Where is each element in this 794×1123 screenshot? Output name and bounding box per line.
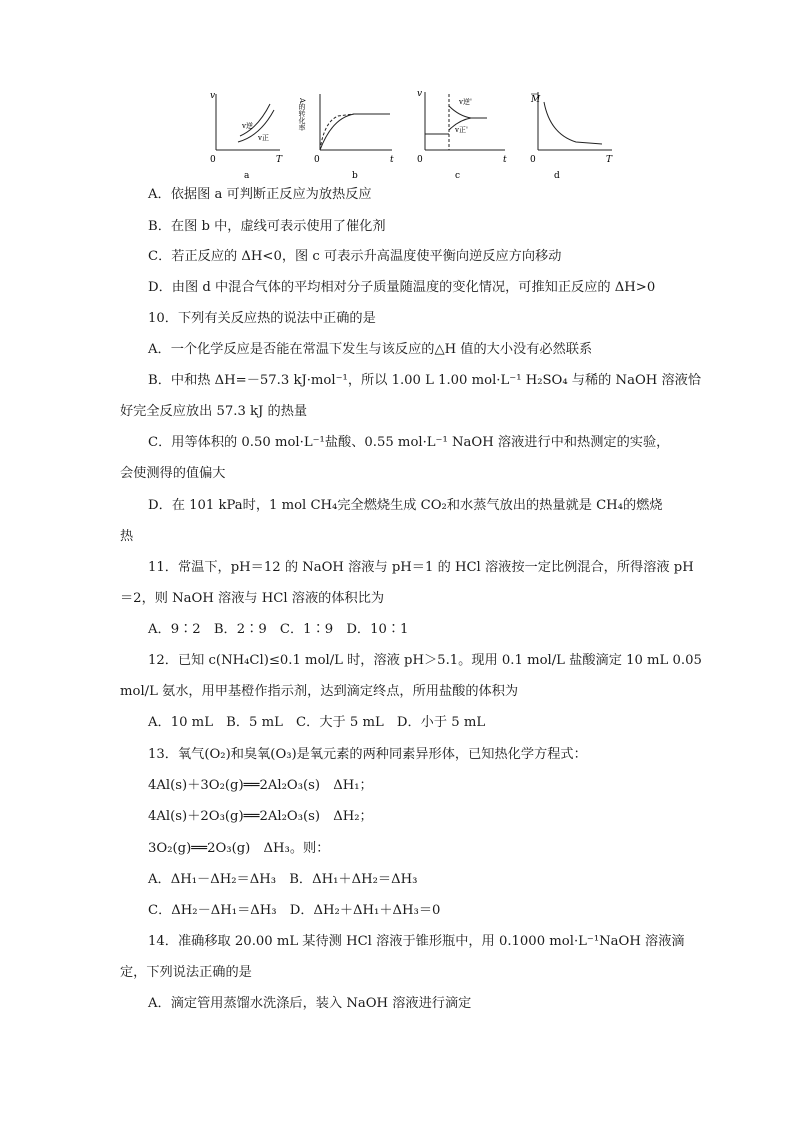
figure-b-plot — [298, 88, 397, 181]
q11-options: A．9∶2 B．2∶9 C．1∶9 D．10∶1 — [148, 622, 409, 637]
q9-option-b: B．在图 b 中，虚线可表示使用了催化剂 — [148, 219, 386, 234]
q9-option-d: D．由图 d 中混合气体的平均相对分子质量随温度的变化情况，可推知正反应的 ΔH>0 — [148, 280, 656, 295]
figure-a-curve1: v逆 — [242, 122, 253, 130]
q12-stem-line1: 12．已知 c(NH₄Cl)≤0.1 mol/L 时，溶液 pH＞5.1。现用 0.1 mol/L 盐酸滴定 10 mL 0.05 — [148, 653, 702, 668]
figure-row — [190, 88, 630, 180]
figure-c-origin: 0 — [417, 155, 423, 165]
q10-option-b-line2: 好完全反应放出 57.3 kJ 的热量 — [120, 404, 308, 419]
figure-c-curve1: v逆' — [459, 98, 472, 106]
figure-a-caption: a — [244, 171, 250, 181]
q10-option-d-line1: D．在 101 kPa时，1 mol CH₄完全燃烧生成 CO₂和水蒸气放出的热量就是 CH₄的燃烧 — [148, 498, 663, 513]
figure-a-origin: 0 — [210, 155, 216, 165]
figure-d-caption: d — [554, 171, 560, 181]
q12-options: A．10 mL B．5 mL C．大于 5 mL D．小于 5 mL — [148, 715, 486, 730]
figure-a-curve2: v正 — [258, 134, 269, 142]
q10-option-b-line1: B．中和热 ΔH=－57.3 kJ·mol⁻¹，所以 1.00 L 1.00 mol·L⁻¹ H₂SO₄ 与稀的 NaOH 溶液恰 — [148, 373, 702, 388]
q13-options-cd: C．ΔH₂－ΔH₁＝ΔH₃ D．ΔH₂＋ΔH₁＋ΔH₃＝0 — [148, 903, 441, 918]
q13-equation-3: 3O₂(g)══2O₃(g) ΔH₃。则： — [148, 841, 330, 856]
q11-stem-line1: 11．常温下，pH＝12 的 NaOH 溶液与 pH＝1 的 HCl 溶液按一定比例混合，所得溶液 pH — [148, 560, 694, 575]
figure-d-ylabel: M — [531, 95, 541, 105]
q13-equation-2: 4Al(s)＋2O₃(g)══2Al₂O₃(s) ΔH₂； — [148, 809, 373, 824]
q9-option-a: A．依据图 a 可判断正反应为放热反应 — [148, 187, 372, 202]
q10-option-c-line2: 会使测得的值偏大 — [120, 466, 226, 481]
q9-option-c: C．若正反应的 ΔH<0，图 c 可表示升高温度使平衡向逆反应方向移动 — [148, 249, 562, 264]
q12-stem-line2: mol/L 氨水，用甲基橙作指示剂，达到滴定终点，所用盐酸的体积为 — [120, 684, 519, 699]
figure-d-origin: 0 — [530, 155, 536, 165]
figure-a-plot — [208, 88, 288, 180]
q13-stem: 13．氧气(O₂)和臭氧(O₃)是氧元素的两种同素异形体，已知热化学方程式： — [148, 747, 587, 762]
figure-c-curve2: v正' — [455, 126, 468, 134]
figure-c-caption: c — [455, 171, 461, 181]
figure-b-xlabel: t — [390, 155, 394, 165]
q11-stem-line2: ＝2，则 NaOH 溶液与 HCl 溶液的体积比为 — [120, 591, 385, 606]
q13-options-ab: A．ΔH₁－ΔH₂＝ΔH₃ B．ΔH₁＋ΔH₂＝ΔH₃ — [148, 872, 418, 887]
figure-b-caption: b — [352, 171, 358, 181]
figure-c — [415, 88, 510, 180]
q10-option-a: A．一个化学反应是否能在常温下发生与该反应的△H 值的大小没有必然联系 — [148, 342, 593, 357]
q10-option-c-line1: C．用等体积的 0.50 mol·L⁻¹盐酸、0.55 mol·L⁻¹ NaOH 溶液进行中和热测定的实验， — [148, 435, 670, 450]
figure-d-xlabel: T — [606, 155, 613, 165]
figure-b-ylabel: A的转化率 — [298, 98, 306, 132]
q10-stem: 10．下列有关反应热的说法中正确的是 — [148, 311, 376, 326]
q13-equation-1: 4Al(s)＋3O₂(g)══2Al₂O₃(s) ΔH₁； — [148, 778, 373, 793]
figure-d — [530, 88, 620, 180]
q14-stem-line1: 14．准确移取 20.00 mL 某待测 HCl 溶液于锥形瓶中，用 0.1000 mol·L⁻¹NaOH 溶液滴 — [148, 934, 685, 949]
figure-d-plot — [530, 88, 620, 180]
figure-a-ylabel: v — [210, 91, 216, 101]
figure-b — [298, 88, 397, 181]
figure-a — [208, 88, 288, 180]
figure-c-ylabel: v — [417, 89, 423, 99]
q10-option-d-line2: 热 — [120, 529, 134, 544]
figure-a-xlabel: T — [276, 155, 283, 165]
figure-b-origin: 0 — [314, 155, 320, 165]
figure-c-xlabel: t — [503, 155, 507, 165]
figure-c-plot — [415, 88, 510, 180]
q14-option-a: A．滴定管用蒸馏水洗涤后，装入 NaOH 溶液进行滴定 — [148, 996, 472, 1011]
q14-stem-line2: 定，下列说法正确的是 — [120, 965, 252, 980]
